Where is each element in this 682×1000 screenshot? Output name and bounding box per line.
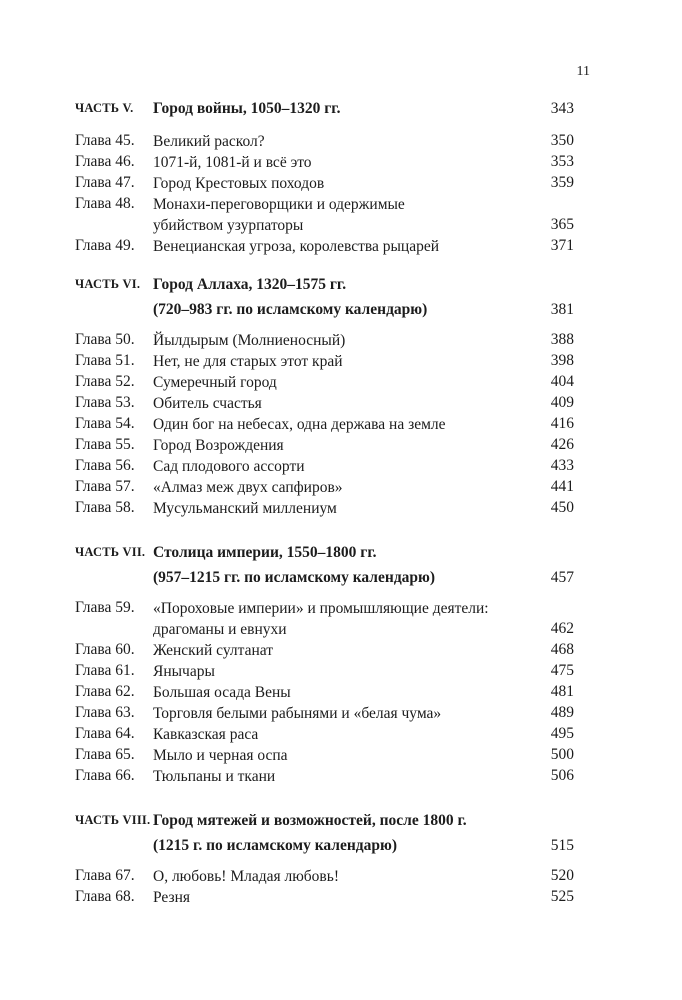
chapter-label: Глава 60. <box>75 641 135 658</box>
part-label: ЧАСТЬ VIII. <box>75 813 151 827</box>
title-line: (720–983 гг. по исламскому календарю) <box>153 301 428 318</box>
chapter-title <box>153 351 483 372</box>
chapter-title <box>153 236 483 257</box>
chapter-title <box>153 598 489 640</box>
title-line: Сад плодового ассорти <box>153 458 305 475</box>
page-ref: 462 <box>550 620 574 637</box>
chapter-label: Глава 56. <box>75 457 135 474</box>
chapter-label: Глава 63. <box>75 704 135 721</box>
title-line: Большая осада Вены <box>153 684 291 701</box>
part-label: ЧАСТЬ VII. <box>75 545 146 559</box>
chapter-label: Глава 55. <box>75 436 135 453</box>
chapter-label: Глава 61. <box>75 662 135 679</box>
title-line: Мыло и черная оспа <box>153 747 288 764</box>
title-line: Резня <box>153 889 191 906</box>
chapter-title <box>153 393 483 414</box>
page-ref: 371 <box>550 237 574 254</box>
chapter-title <box>153 887 483 908</box>
chapter-title <box>153 640 483 661</box>
page-ref: 404 <box>550 373 574 390</box>
title-line: Йылдырым (Молниеносный) <box>153 332 346 349</box>
page-ref: 489 <box>550 704 574 721</box>
page-ref: 475 <box>550 662 574 679</box>
page-ref: 416 <box>550 415 574 432</box>
part-label: ЧАСТЬ V. <box>75 101 134 115</box>
title-line: Город Возрождения <box>153 437 284 454</box>
chapter-label: Глава 52. <box>75 373 135 390</box>
chapter-title <box>153 703 483 724</box>
title-line: «Алмаз меж двух сапфиров» <box>153 479 343 496</box>
title-line: драгоманы и евнухи <box>153 621 287 638</box>
chapter-title <box>153 456 483 477</box>
title-line: «Пороховые империи» и промышляющие деятели: <box>153 600 489 617</box>
page-ref: 365 <box>550 216 574 233</box>
chapter-label: Глава 46. <box>75 153 135 170</box>
page-ref: 388 <box>550 331 574 348</box>
chapter-title <box>153 661 483 682</box>
page-ref: 426 <box>550 436 574 453</box>
chapter-title <box>153 131 483 152</box>
chapter-title <box>153 173 483 194</box>
page-ref: 450 <box>550 499 574 516</box>
page-ref: 468 <box>550 641 574 658</box>
chapter-label: Глава 65. <box>75 746 135 763</box>
page-ref: 343 <box>550 100 574 117</box>
page-ref: 495 <box>550 725 574 742</box>
page-ref: 381 <box>550 301 574 318</box>
page-ref: 525 <box>550 888 574 905</box>
chapter-label: Глава 51. <box>75 352 135 369</box>
chapter-title <box>153 682 483 703</box>
title-line: (957–1215 гг. по исламскому календарю) <box>153 569 436 586</box>
title-line: Торговля белыми рабынями и «белая чума» <box>153 705 442 722</box>
title-line: Город Аллаха, 1320–1575 гг. <box>153 276 347 293</box>
page-ref: 515 <box>550 837 574 854</box>
chapter-title <box>153 766 483 787</box>
part-title <box>153 808 483 858</box>
title-line: Янычары <box>153 663 215 680</box>
title-line: Монахи-переговорщики и одержимые <box>153 196 405 213</box>
part-title <box>153 272 483 322</box>
page-ref: 441 <box>550 478 574 495</box>
title-line: О, любовь! Младая любовь! <box>153 868 339 885</box>
page-ref: 433 <box>550 457 574 474</box>
page-ref: 353 <box>550 153 574 170</box>
title-line: Женский султанат <box>153 642 274 659</box>
title-line: Один бог на небесах, одна держава на земле <box>153 416 446 433</box>
page-ref: 520 <box>550 867 574 884</box>
title-line: Город Крестовых походов <box>153 175 325 192</box>
title-line: Венецианская угроза, королевства рыцарей <box>153 238 439 255</box>
chapter-title <box>153 477 483 498</box>
chapter-label: Глава 67. <box>75 867 135 884</box>
chapter-title <box>153 745 483 766</box>
chapter-label: Глава 48. <box>75 195 135 212</box>
chapter-label: Глава 58. <box>75 499 135 516</box>
title-line: Кавказская раса <box>153 726 259 743</box>
chapter-label: Глава 59. <box>75 599 135 616</box>
title-line: Тюльпаны и ткани <box>153 768 276 785</box>
page-number: 11 <box>576 64 590 79</box>
page-ref: 500 <box>550 746 574 763</box>
title-line: 1071-й, 1081-й и всё это <box>153 154 312 171</box>
title-line: Город мятежей и возможностей, после 1800 г. <box>153 812 467 829</box>
part-title <box>153 96 483 121</box>
title-line: (1215 г. по исламскому календарю) <box>153 837 397 854</box>
chapter-label: Глава 68. <box>75 888 135 905</box>
chapter-title <box>153 435 483 456</box>
chapter-label: Глава 66. <box>75 767 135 784</box>
title-line: Великий раскол? <box>153 133 265 150</box>
title-line: убийством узурпаторы <box>153 217 304 234</box>
page-ref: 457 <box>550 569 574 586</box>
chapter-label: Глава 54. <box>75 415 135 432</box>
chapter-title <box>153 152 483 173</box>
page-ref: 481 <box>550 683 574 700</box>
chapter-title <box>153 372 483 393</box>
part-label: ЧАСТЬ VI. <box>75 277 141 291</box>
chapter-label: Глава 50. <box>75 331 135 348</box>
chapter-label: Глава 47. <box>75 174 135 191</box>
chapter-title <box>153 724 483 745</box>
page-ref: 506 <box>550 767 574 784</box>
chapter-label: Глава 45. <box>75 132 135 149</box>
chapter-label: Глава 57. <box>75 478 135 495</box>
part-title <box>153 540 483 590</box>
chapter-title <box>153 194 483 236</box>
page-ref: 359 <box>550 174 574 191</box>
title-line: Обитель счастья <box>153 395 262 412</box>
title-line: Нет, не для старых этот край <box>153 353 343 370</box>
title-line: Мусульманский миллениум <box>153 500 337 517</box>
title-line: Сумеречный город <box>153 374 277 391</box>
page-ref: 350 <box>550 132 574 149</box>
title-line: Город войны, 1050–1320 гг. <box>153 100 341 117</box>
chapter-title <box>153 866 483 887</box>
chapter-title <box>153 414 483 435</box>
page-ref: 409 <box>550 394 574 411</box>
chapter-label: Глава 62. <box>75 683 135 700</box>
title-line: Столица империи, 1550–1800 гг. <box>153 544 377 561</box>
chapter-title <box>153 330 483 351</box>
chapter-label: Глава 53. <box>75 394 135 411</box>
chapter-label: Глава 49. <box>75 237 135 254</box>
chapter-label: Глава 64. <box>75 725 135 742</box>
page-ref: 398 <box>550 352 574 369</box>
chapter-title <box>153 498 483 519</box>
